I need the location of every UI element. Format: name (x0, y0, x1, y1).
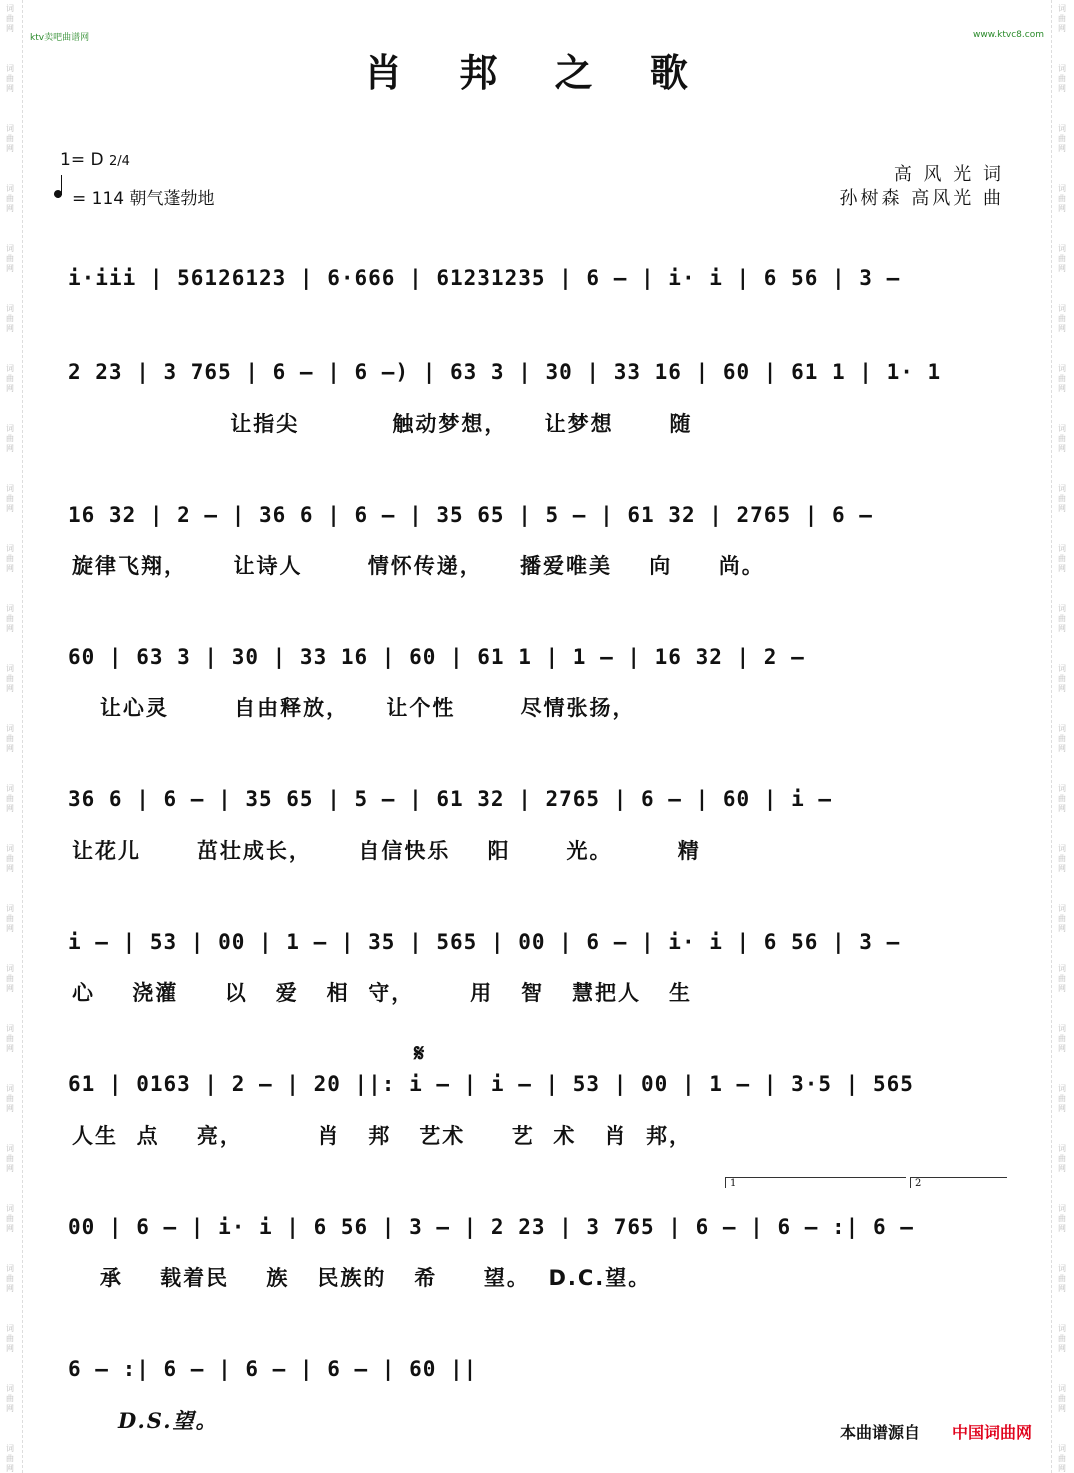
score-row-7: 61 | 0163 | 2 – | 20 ||: i – | i – | 53 | 00 | 1 – | 3·5 | 565 (68, 1072, 914, 1096)
watermark-text: 词曲网 (1058, 244, 1066, 273)
lyric-row-2: 让指尖 触动梦想， 让梦想 随 (72, 412, 693, 436)
watermark-text: 词曲网 (6, 664, 14, 693)
watermark-text: 词曲网 (1058, 964, 1066, 993)
lyric-row-6: 心 浇灌 以 爱 相 守， 用 智 慧把人 生 (72, 981, 692, 1005)
watermark-text: 词曲网 (6, 124, 14, 153)
score-row-9: 6 – :| 6 – | 6 – | 6 – | 60 || (68, 1357, 478, 1381)
left-watermark-strip (0, 0, 23, 1473)
watermark-text: 词曲网 (1058, 1204, 1066, 1233)
watermark-text: 词曲网 (1058, 364, 1066, 393)
watermark-text: 词曲网 (1058, 604, 1066, 633)
site-label-left: ktv卖吧曲谱网 (30, 33, 90, 43)
watermark-text: 词曲网 (1058, 544, 1066, 573)
watermark-text: 词曲网 (6, 1144, 14, 1173)
watermark-text: 词曲网 (6, 364, 14, 393)
watermark-text: 词曲网 (6, 1204, 14, 1233)
score-row-3: 16 32 | 2 – | 36 6 | 6 – | 35 65 | 5 – | 61 32 | 2765 | 6 – (68, 503, 873, 527)
watermark-text: 词曲网 (1058, 4, 1066, 33)
source-label: 本曲谱源自 (840, 1423, 921, 1442)
lyricist-credit: 高 风 光 词 (893, 164, 1004, 185)
watermark-text: 词曲网 (1058, 124, 1066, 153)
composer-credit: 孙树森 高风光 曲 (839, 188, 1004, 209)
watermark-text: 词曲网 (6, 244, 14, 273)
watermark-text: 词曲网 (1058, 904, 1066, 933)
first-ending-bracket: 1 (725, 1177, 906, 1188)
watermark-text: 词曲网 (6, 64, 14, 93)
ds-marking: D.S.望。 (118, 1408, 219, 1433)
watermark-text: 词曲网 (6, 424, 14, 453)
watermark-text: 词曲网 (6, 1264, 14, 1293)
song-title: 肖 邦 之 歌 (364, 51, 710, 95)
second-ending-bracket: 2 (910, 1177, 1007, 1188)
watermark-text: 词曲网 (1058, 1444, 1066, 1473)
score-row-5: 36 6 | 6 – | 35 65 | 5 – | 61 32 | 2765 | 6 – | 60 | i – (68, 787, 833, 811)
watermark-text: 词曲网 (1058, 724, 1066, 753)
watermark-text: 词曲网 (1058, 304, 1066, 333)
watermark-text: 词曲网 (1058, 184, 1066, 213)
watermark-text: 词曲网 (1058, 844, 1066, 873)
time-signature: 2/4 (108, 154, 130, 169)
key-signature: 1= D 2/4 (60, 150, 130, 170)
watermark-text: 词曲网 (1058, 1024, 1066, 1053)
watermark-text: 词曲网 (6, 844, 14, 873)
source-link[interactable]: 中国词曲网 (952, 1423, 1033, 1442)
watermark-text: 词曲网 (6, 1444, 14, 1473)
lyric-row-5: 让花儿 茁壮成长， 自信快乐 阳 光。 精 (72, 839, 701, 863)
watermark-text: 词曲网 (6, 964, 14, 993)
watermark-text: 词曲网 (6, 1084, 14, 1113)
watermark-text: 词曲网 (1058, 1324, 1066, 1353)
right-watermark-strip (1051, 0, 1074, 1473)
score-row-2: 2 23 | 3 765 | 6 – | 6 –) | 63 3 | 30 | 33 16 | 60 | 61 1 | 1· 1 (68, 360, 942, 384)
score-row-8: 00 | 6 – | i· i | 6 56 | 3 – | 2 23 | 3 765 | 6 – | 6 – :| 6 – (68, 1215, 914, 1239)
score-row-1: i·iii | 56126123 | 6·666 | 61231235 | 6 – | i· i | 6 56 | 3 – (68, 266, 901, 290)
watermark-text: 词曲网 (6, 304, 14, 333)
lyric-row-8: 承 载着民 族 民族的 希 望。 D.C.望。 (72, 1266, 652, 1290)
watermark-text: 词曲网 (1058, 484, 1066, 513)
watermark-text: 词曲网 (1058, 1384, 1066, 1413)
watermark-text: 词曲网 (6, 904, 14, 933)
lyric-row-3: 旋律飞翔， 让诗人 情怀传递， 播爱唯美 向 尚。 (72, 554, 765, 578)
site-label-right: www.ktvc8.com (973, 30, 1044, 40)
watermark-text: 词曲网 (6, 1384, 14, 1413)
watermark-text: 词曲网 (6, 184, 14, 213)
watermark-text: 词曲网 (1058, 1144, 1066, 1173)
watermark-text: 词曲网 (1058, 64, 1066, 93)
watermark-text: 词曲网 (1058, 784, 1066, 813)
watermark-text: 词曲网 (1058, 424, 1066, 453)
watermark-text: 词曲网 (6, 724, 14, 753)
watermark-text: 词曲网 (6, 544, 14, 573)
watermark-text: 词曲网 (6, 1324, 14, 1353)
watermark-text: 词曲网 (6, 1024, 14, 1053)
segno-icon: 𝄋 (414, 1038, 425, 1067)
watermark-text: 词曲网 (6, 484, 14, 513)
watermark-text: 词曲网 (1058, 664, 1066, 693)
watermark-text: 词曲网 (6, 784, 14, 813)
score-row-6: i – | 53 | 00 | 1 – | 35 | 565 | 00 | 6 – | i· i | 6 56 | 3 – (68, 930, 901, 954)
tempo-marking: = 114 朝气蓬勃地 (72, 189, 215, 209)
watermark-text: 词曲网 (6, 604, 14, 633)
watermark-text: 词曲网 (6, 4, 14, 33)
lyric-row-7: 人生 点 亮， 肖 邦 艺术 艺 术 肖 邦， (72, 1124, 692, 1148)
score-row-4: 60 | 63 3 | 30 | 33 16 | 60 | 61 1 | 1 – | 16 32 | 2 – (68, 645, 805, 669)
lyric-row-4: 让心灵 自由释放， 让个性 尽情张扬， (72, 696, 636, 720)
watermark-text: 词曲网 (1058, 1264, 1066, 1293)
watermark-text: 词曲网 (1058, 1084, 1066, 1113)
